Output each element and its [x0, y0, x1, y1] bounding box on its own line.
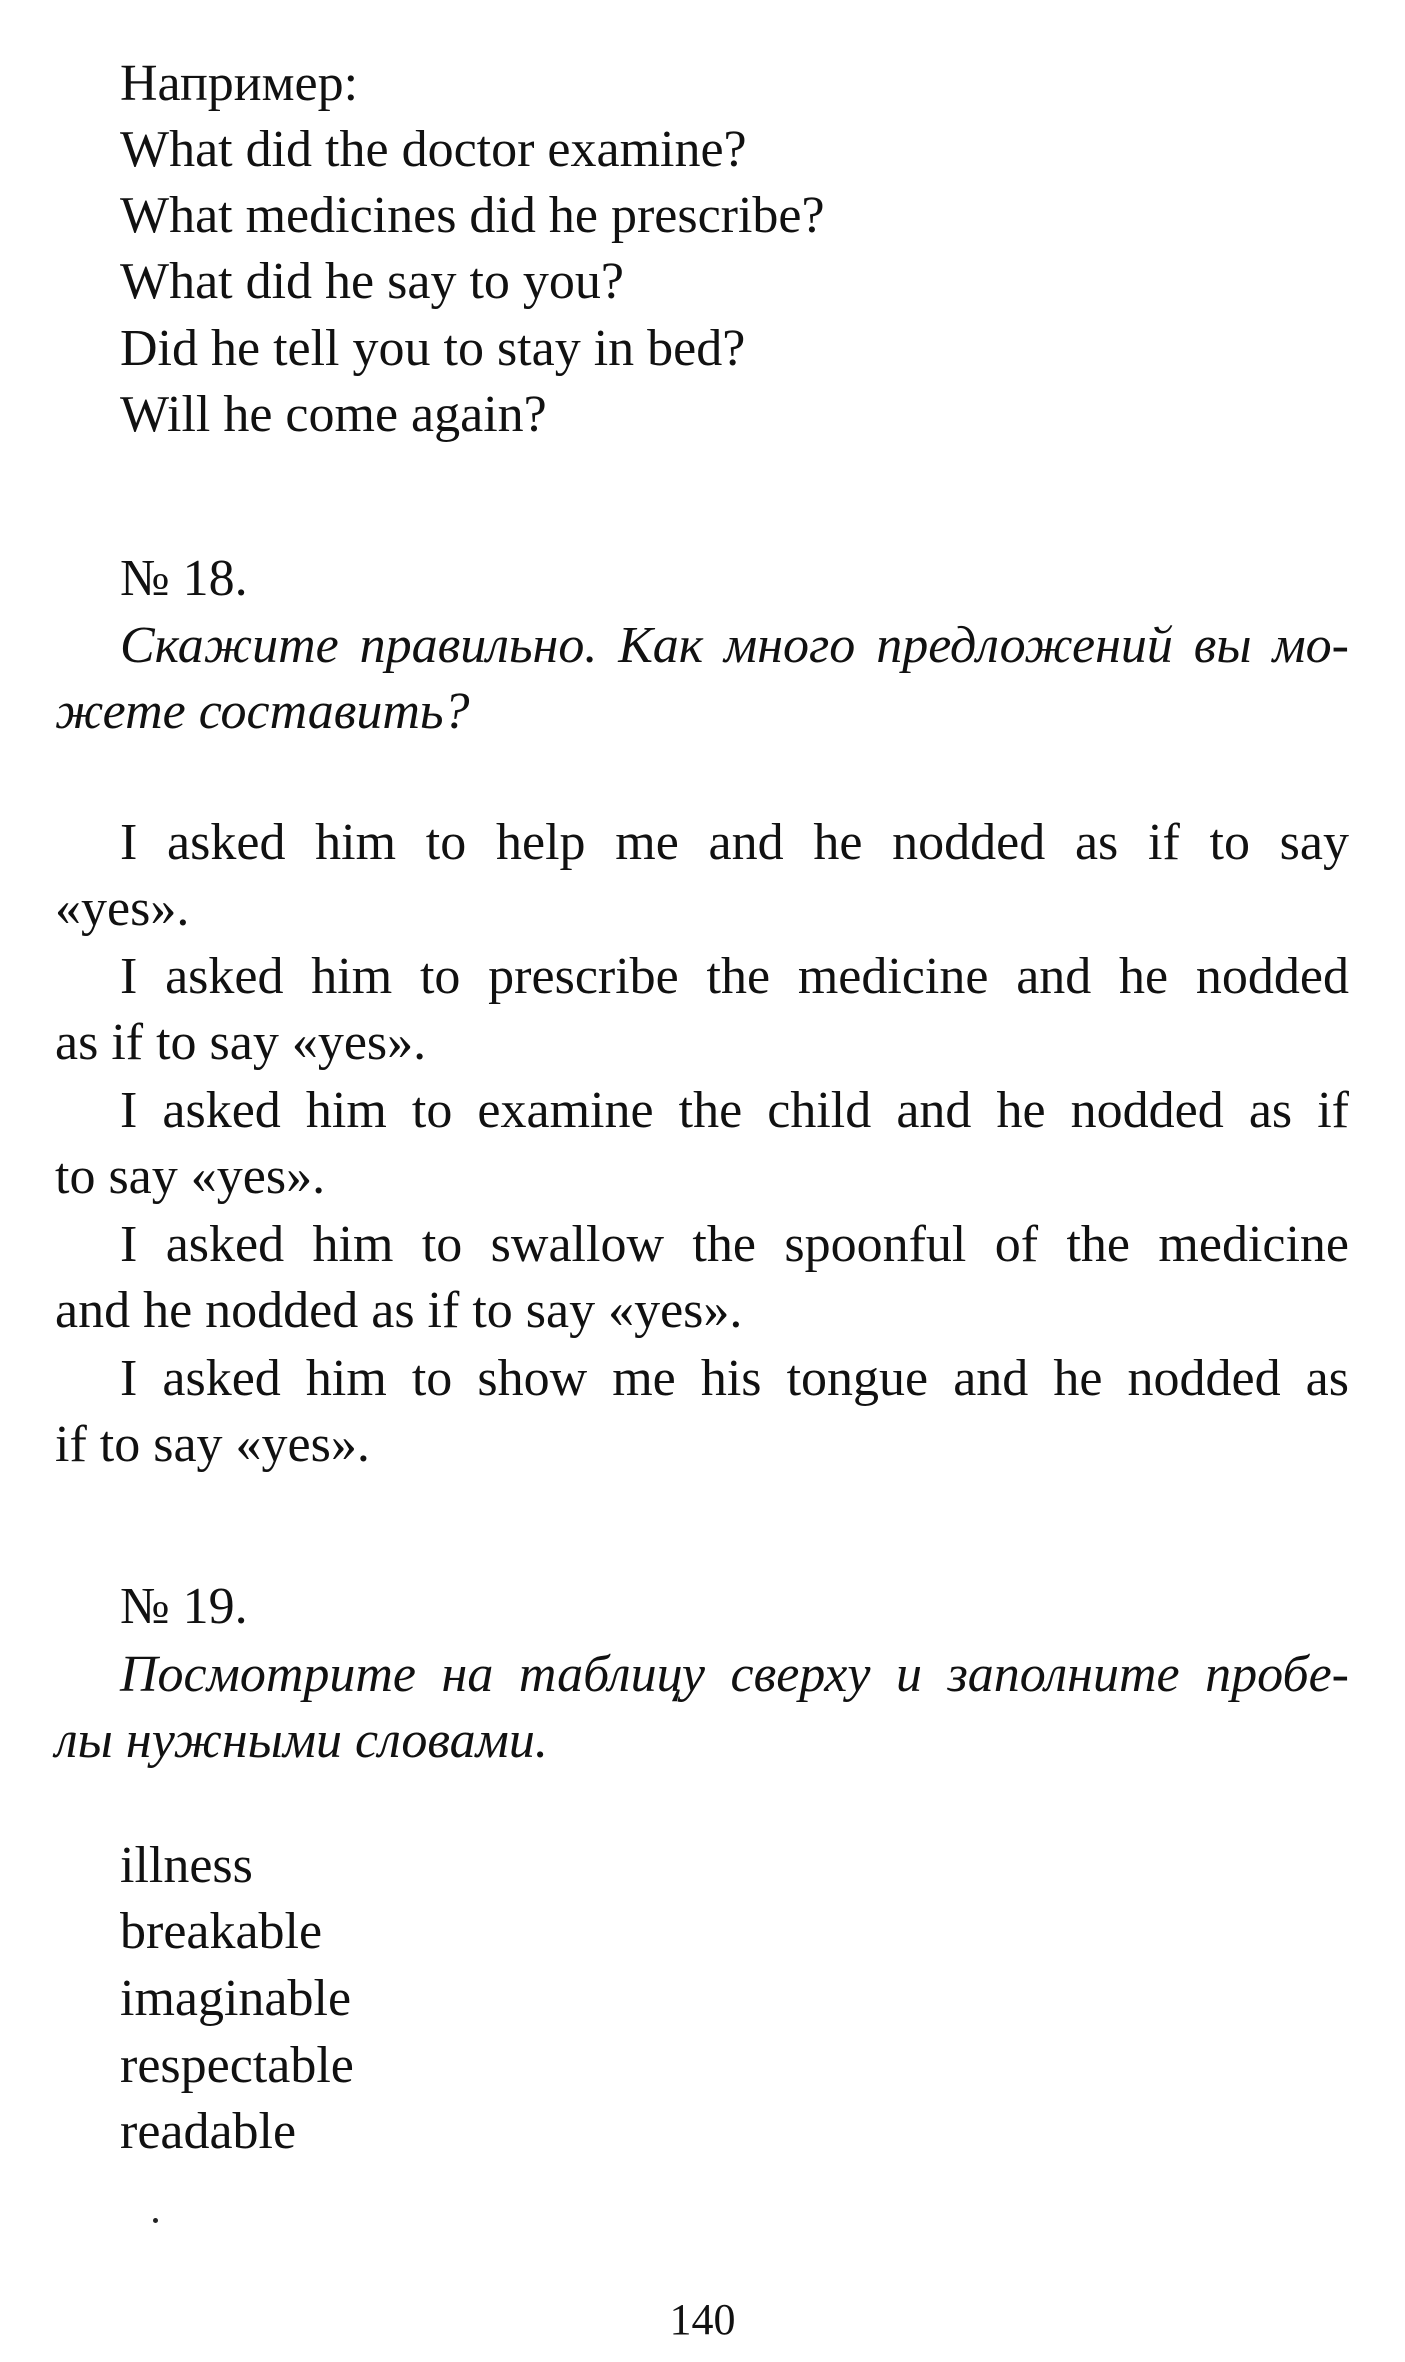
example-question: Did he tell you to stay in bed?: [120, 320, 746, 377]
example-question: What medicines did he prescribe?: [120, 187, 825, 244]
exercise-18-instruction-line2: жете составить?: [55, 683, 470, 740]
exercise-19-instruction-line1: Посмотрите на таблицу сверху и заполните пробе-: [120, 1646, 1349, 1703]
exercise-18-instruction-line1: Скажите правильно. Как много предложений вы мо-: [120, 617, 1349, 674]
example-question: What did the doctor examine?: [120, 121, 747, 178]
exercise-19-number: № 19.: [120, 1578, 248, 1635]
word-list-item: imaginable: [120, 1970, 352, 2027]
exercise-18-sentence-line: to say «yes».: [55, 1148, 326, 1205]
exercise-18-sentence-line: «yes».: [55, 880, 190, 937]
word-list-item: respectable: [120, 2037, 354, 2094]
exercise-19-instruction-line2: лы нужными словами.: [55, 1712, 548, 1769]
exercise-18-sentence-line: and he nodded as if to say «yes».: [55, 1282, 743, 1339]
word-list-item: breakable: [120, 1903, 323, 1960]
exercise-18-sentence-line: if to say «yes».: [55, 1416, 370, 1473]
exercise-18-sentence-line: I asked him to prescribe the medicine and he nodded: [120, 948, 1349, 1005]
exercise-18-sentence-line: I asked him to examine the child and he nodded as if: [120, 1082, 1349, 1139]
example-question: Will he come again?: [120, 386, 547, 443]
exercise-18-sentence-line: I asked him to show me his tongue and he nodded as: [120, 1350, 1349, 1407]
exercise-18-sentence-line: as if to say «yes».: [55, 1014, 427, 1071]
print-speck: [153, 2218, 158, 2223]
exercise-18-number: № 18.: [120, 550, 248, 607]
word-list-item: illness: [120, 1837, 253, 1894]
exercise-18-sentence-line: I asked him to help me and he nodded as if to say: [120, 814, 1349, 871]
example-question: What did he say to you?: [120, 253, 624, 310]
example-label: Например:: [120, 55, 359, 112]
page-number: 140: [669, 2295, 736, 2344]
word-list-item: readable: [120, 2103, 297, 2160]
exercise-18-sentence-line: I asked him to swallow the spoonful of the medicine: [120, 1216, 1349, 1273]
